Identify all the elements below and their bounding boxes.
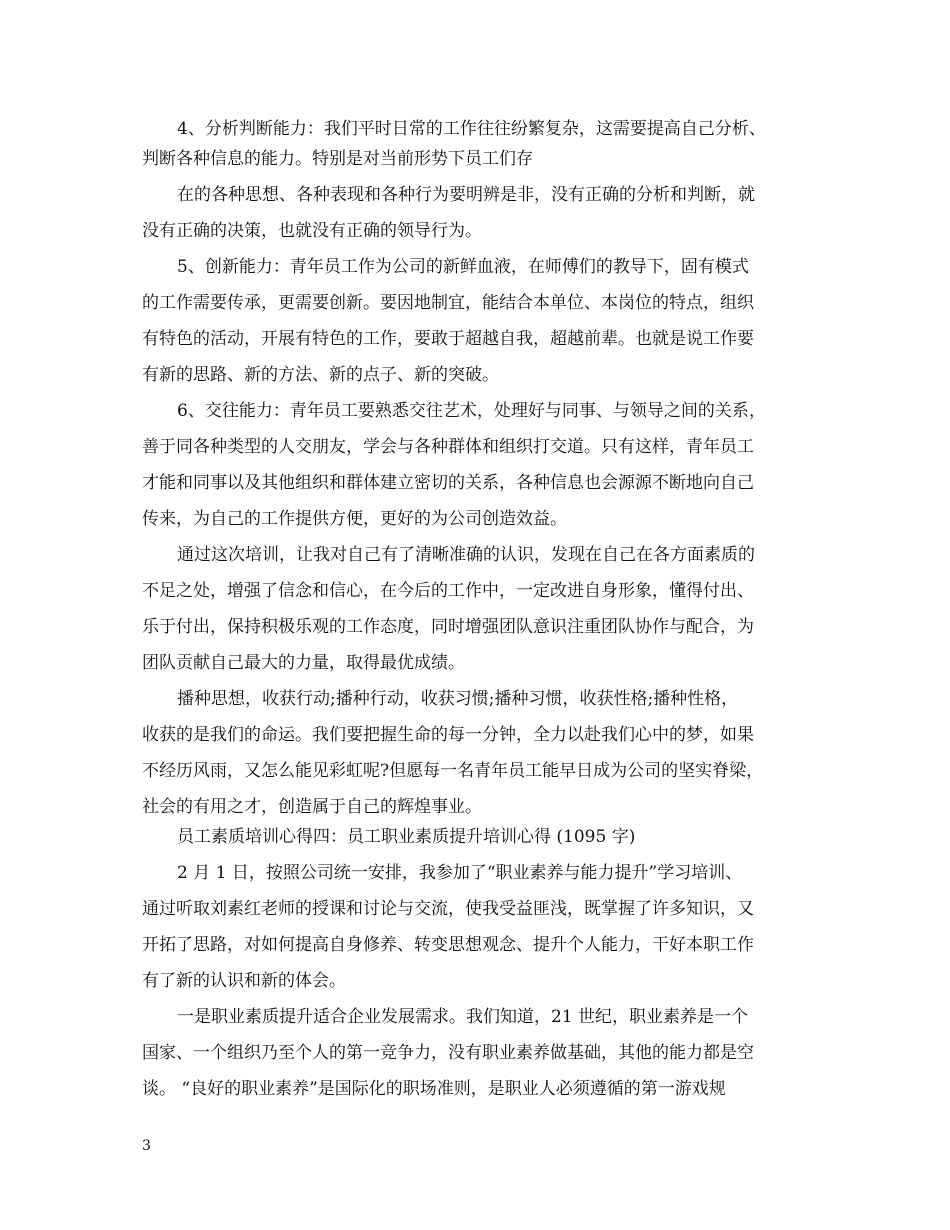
paragraph-line: 才能和同事以及其他组织和群体建立密切的关系，各种信息也会源源不断地向自己 xyxy=(142,473,754,493)
paragraph-line: 社会的有用之才，创造属于自己的辉煌事业。 xyxy=(142,797,482,817)
paragraph-line: 开拓了思路，对如何提高自身修养、转变思想观念、提升个人能力，干好本职工作 xyxy=(142,935,754,955)
paragraph-line: 收获的是我们的命运。我们要把握生命的每一分钟，全力以赴我们心中的梦，如果 xyxy=(142,725,754,745)
paragraph-line: 团队贡献自己最大的力量，取得最优成绩。 xyxy=(142,653,465,673)
paragraph-line: 通过这次培训，让我对自己有了清晰准确的认识，发现在自己在各方面素质的 xyxy=(177,545,755,565)
paragraph-line: 6、交往能力：青年员工要熟悉交往艺术，处理好与同事、与领导之间的关系， xyxy=(177,401,766,421)
paragraph-line: 5、创新能力：青年员工作为公司的新鲜血液，在师傅们的教导下，固有模式 xyxy=(177,257,749,277)
paragraph-line: 有新的思路、新的方法、新的点子、新的突破。 xyxy=(142,365,499,385)
paragraph-line: 国家、一个组织乃至个人的第一竞争力，没有职业素养做基础，其他的能力都是空 xyxy=(142,1043,754,1063)
page-number: 3 xyxy=(142,1138,151,1154)
paragraph-line: 传来，为自己的工作提供方便，更好的为公司创造效益。 xyxy=(142,509,567,529)
paragraph-line: 4、分析判断能力：我们平时日常的工作往往纷繁复杂，这需要提高自己分析、 xyxy=(177,119,766,139)
paragraph-line: 播种思想，收获行动;播种行动，收获习惯;播种习惯，收获性格;播种性格， xyxy=(177,689,739,709)
paragraph-line: 不足之处，增强了信念和信心，在今后的工作中，一定改进自身形象，懂得付出、 xyxy=(142,581,754,601)
paragraph-line: 的工作需要传承，更需要创新。要因地制宜，能结合本单位、本岗位的特点，组织 xyxy=(142,293,754,313)
paragraph-line: 一是职业素质提升适合企业发展需求。我们知道，21 世纪，职业素养是一个 xyxy=(177,1007,749,1027)
paragraph-line: 乐于付出，保持积极乐观的工作态度，同时增强团队意识注重团队协作与配合，为 xyxy=(142,617,754,637)
paragraph-line: 有特色的活动，开展有特色的工作，要敢于超越自我，超越前辈。也就是说工作要 xyxy=(142,329,754,349)
document-body xyxy=(142,117,812,1113)
paragraph-line: 判断各种信息的能力。特别是对当前形势下员工们存 xyxy=(142,149,533,169)
paragraph-line: 有了新的认识和新的体会。 xyxy=(142,971,346,991)
paragraph-line: 不经历风雨，又怎么能见彩虹呢?但愿每一名青年员工能早日成为公司的坚实脊梁， xyxy=(142,761,764,781)
paragraph-line: 善于同各种类型的人交朋友，学会与各种群体和组织打交道。只有这样，青年员工 xyxy=(142,437,754,457)
paragraph-line: 通过听取刘素红老师的授课和讨论与交流，使我受益匪浅，既掌握了许多知识，又 xyxy=(142,899,754,919)
paragraph-line: 谈。 “良好的职业素养”是国际化的职场准则，是职业人必须遵循的第一游戏规 xyxy=(142,1079,726,1099)
paragraph-line: 没有正确的决策，也就没有正确的领导行为。 xyxy=(142,221,482,241)
paragraph-line: 2 月 1 日，按照公司统一安排，我参加了“职业素养与能力提升”学习培训、 xyxy=(177,863,743,883)
paragraph-line: 在的各种思想、各种表现和各种行为要明辨是非，没有正确的分析和判断，就 xyxy=(177,185,755,205)
section-heading: 员工素质培训心得四：员工职业素质提升培训心得 (1095 字) xyxy=(177,827,636,847)
